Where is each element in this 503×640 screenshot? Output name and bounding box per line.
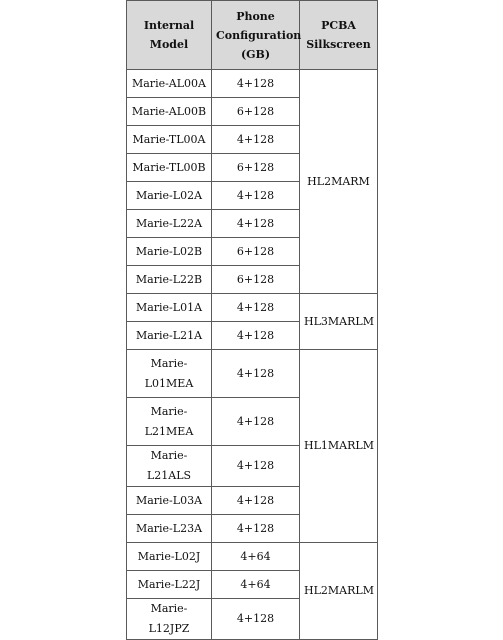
header-row xyxy=(127,1,378,70)
config-cell: 4+128 xyxy=(212,446,300,487)
config-cell: 4+128 xyxy=(212,210,300,238)
pcba-group-cell: HL3MARLM xyxy=(300,294,378,350)
model-cell: Marie-L21A xyxy=(127,322,212,350)
model-cell: Marie-L21ALS xyxy=(127,446,212,487)
config-cell: 4+128 xyxy=(212,515,300,543)
model-config-table xyxy=(126,0,378,640)
config-cell: 4+64 xyxy=(212,543,300,571)
config-cell: 4+128 xyxy=(212,126,300,154)
table-row xyxy=(127,70,378,98)
model-cell: Marie-L22A xyxy=(127,210,212,238)
header-pcba-silkscreen: PCBA Silkscreen xyxy=(300,1,378,70)
config-cell: 6+128 xyxy=(212,238,300,266)
config-cell: 4+128 xyxy=(212,398,300,446)
model-cell: Marie- L01MEA xyxy=(127,350,212,398)
model-cell: Marie-L23A xyxy=(127,515,212,543)
model-cell: Marie-L02J xyxy=(127,543,212,571)
config-cell: 6+128 xyxy=(212,154,300,182)
model-cell: Marie-AL00B xyxy=(127,98,212,126)
model-cell: Marie-L01A xyxy=(127,294,212,322)
header-internal-model: Internal Model xyxy=(127,1,212,70)
header-phone-configuration: Phone Configuration (GB) xyxy=(212,1,300,70)
config-cell: 4+128 xyxy=(212,599,300,640)
table-row xyxy=(127,543,378,571)
table-row xyxy=(127,350,378,398)
config-cell: 4+64 xyxy=(212,571,300,599)
model-cell: Marie-L02B xyxy=(127,238,212,266)
model-cell: Marie-L02A xyxy=(127,182,212,210)
model-cell: Marie-TL00A xyxy=(127,126,212,154)
config-cell: 4+128 xyxy=(212,322,300,350)
model-cell: Marie-L03A xyxy=(127,487,212,515)
config-cell: 6+128 xyxy=(212,98,300,126)
model-cell: Marie-AL00A xyxy=(127,70,212,98)
table-row xyxy=(127,294,378,322)
pcba-group-cell: HL1MARLM xyxy=(300,350,378,543)
model-cell: Marie-TL00B xyxy=(127,154,212,182)
config-cell: 4+128 xyxy=(212,294,300,322)
model-cell: Marie-L12JPZ xyxy=(127,599,212,640)
model-cell: Marie- L21MEA xyxy=(127,398,212,446)
config-cell: 4+128 xyxy=(212,70,300,98)
model-cell: Marie-L22B xyxy=(127,266,212,294)
pcba-group-cell: HL2MARM xyxy=(300,70,378,294)
model-cell: Marie-L22J xyxy=(127,571,212,599)
config-cell: 6+128 xyxy=(212,266,300,294)
config-cell: 4+128 xyxy=(212,182,300,210)
config-cell: 4+128 xyxy=(212,350,300,398)
pcba-group-cell: HL2MARLM xyxy=(300,543,378,640)
config-cell: 4+128 xyxy=(212,487,300,515)
